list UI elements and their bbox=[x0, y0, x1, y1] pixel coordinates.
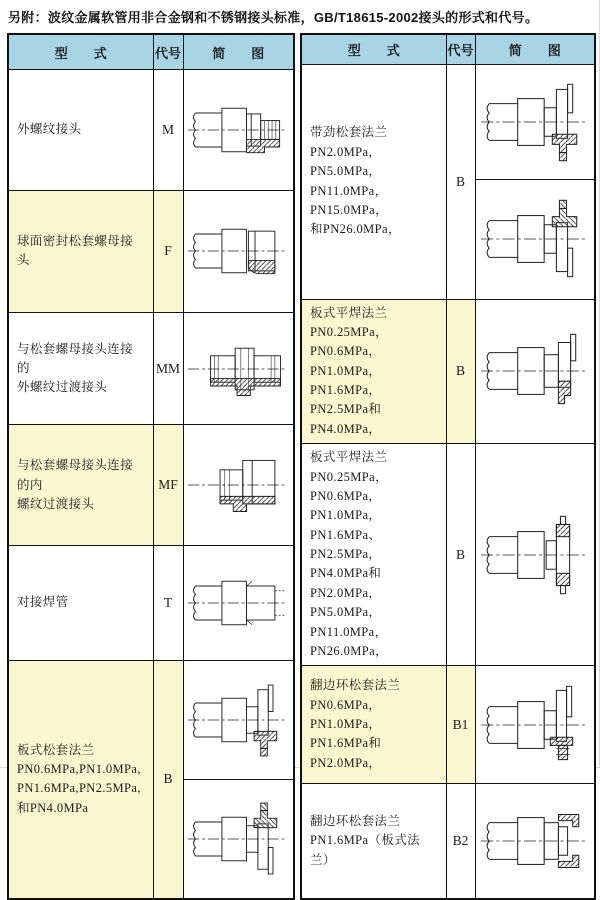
type-cell: 对接焊管 bbox=[8, 546, 153, 661]
diagram-flared-lap-flange-b2 bbox=[475, 784, 595, 899]
table-row bbox=[8, 661, 294, 779]
type-cell: 板式松套法兰 PN0.6MPa,PN1.0MPa, PN1.6MPa,PN2.5MPa, 和PN4.0MPa bbox=[8, 661, 153, 899]
table-row bbox=[301, 444, 595, 666]
diagram-lap-flange-up bbox=[183, 661, 294, 779]
diagram-male-female-adapter bbox=[183, 425, 294, 546]
table-row bbox=[8, 70, 294, 191]
type-cell: 与松套螺母接头连接的内 螺纹过渡接头 bbox=[8, 425, 153, 546]
type-cell: 外螺纹接头 bbox=[8, 70, 153, 191]
table-row bbox=[8, 312, 294, 425]
code-cell: B bbox=[153, 661, 183, 899]
diagram-male-thread-fitting bbox=[183, 70, 294, 191]
diagram-union-nut-fitting bbox=[183, 190, 294, 312]
code-cell: B bbox=[446, 64, 475, 299]
diagram-butt-weld-pipe bbox=[183, 546, 294, 661]
type-cell: 球面密封松套螺母接头 bbox=[8, 190, 153, 312]
page-title: 另附：波纹金属软管用非合金钢和不锈钢接头标准，GB/T18615-2002接头的形式和代号。 bbox=[8, 10, 539, 25]
type-cell: 翻边环松套法兰 PN1.6MPa（板式法兰） bbox=[301, 784, 446, 899]
code-cell: B bbox=[446, 444, 475, 666]
diagram-double-male-adapter bbox=[183, 312, 294, 425]
code-cell: B2 bbox=[446, 784, 475, 899]
code-cell: M bbox=[153, 70, 183, 191]
table-row bbox=[301, 64, 595, 179]
diagram-symmetric-weld-flange bbox=[475, 444, 595, 666]
diagram-flared-lap-flange-b1 bbox=[475, 666, 595, 784]
type-cell: 板式平焊法兰 PN0.25MPa，PN0.6MPa， PN1.0MPa，PN1.6MPa， PN2.5MPa和PN4.0MPa， bbox=[301, 299, 446, 444]
diagram-lap-flange-down bbox=[475, 179, 595, 299]
code-cell: F bbox=[153, 190, 183, 312]
table-row bbox=[8, 425, 294, 546]
type-cell: 带劲松套法兰 PN2.0MPa，PN5.0MPa， PN11.0MPa，PN15.0MPa， 和PN26.0MPa， bbox=[301, 64, 446, 299]
table-row bbox=[301, 299, 595, 444]
diagram-lap-flange-up bbox=[475, 64, 595, 179]
header-type: 型 式 bbox=[301, 34, 446, 64]
code-cell: B bbox=[446, 299, 475, 444]
fitting-table-left bbox=[7, 33, 295, 900]
table-row bbox=[8, 190, 294, 312]
header-type: 型 式 bbox=[8, 34, 153, 70]
type-cell: 板式平焊法兰 PN0.25MPa，PN0.6MPa， PN1.0MPa，PN1.6MPa、 PN2.5MPa，PN4.0MPa和 PN2.0MPa，PN5.0MPa， PN11.0MPa，PN26.0MPa， bbox=[301, 444, 446, 666]
header-row bbox=[8, 34, 294, 70]
code-cell: T bbox=[153, 546, 183, 661]
header-diagram: 简 图 bbox=[475, 34, 595, 64]
type-cell: 翻边环松套法兰 PN0.6MPa，PN1.0MPa， PN1.6MPa和PN2.0MPa， bbox=[301, 666, 446, 784]
table-row bbox=[301, 784, 595, 899]
code-cell: B1 bbox=[446, 666, 475, 784]
diagram-plate-weld-flange bbox=[475, 299, 595, 444]
diagram-lap-flange-down bbox=[183, 779, 294, 899]
code-cell: MF bbox=[153, 425, 183, 546]
tables-area bbox=[7, 33, 596, 900]
code-cell: MM bbox=[153, 312, 183, 425]
fitting-table-right bbox=[300, 33, 596, 900]
header-row bbox=[301, 34, 595, 64]
header-diagram: 简 图 bbox=[183, 34, 294, 70]
type-cell: 与松套螺母接头连接的 外螺纹过渡接头 bbox=[8, 312, 153, 425]
table-row bbox=[301, 666, 595, 784]
table-row bbox=[8, 546, 294, 661]
header-code: 代号 bbox=[446, 34, 475, 64]
header-code: 代号 bbox=[153, 34, 183, 70]
